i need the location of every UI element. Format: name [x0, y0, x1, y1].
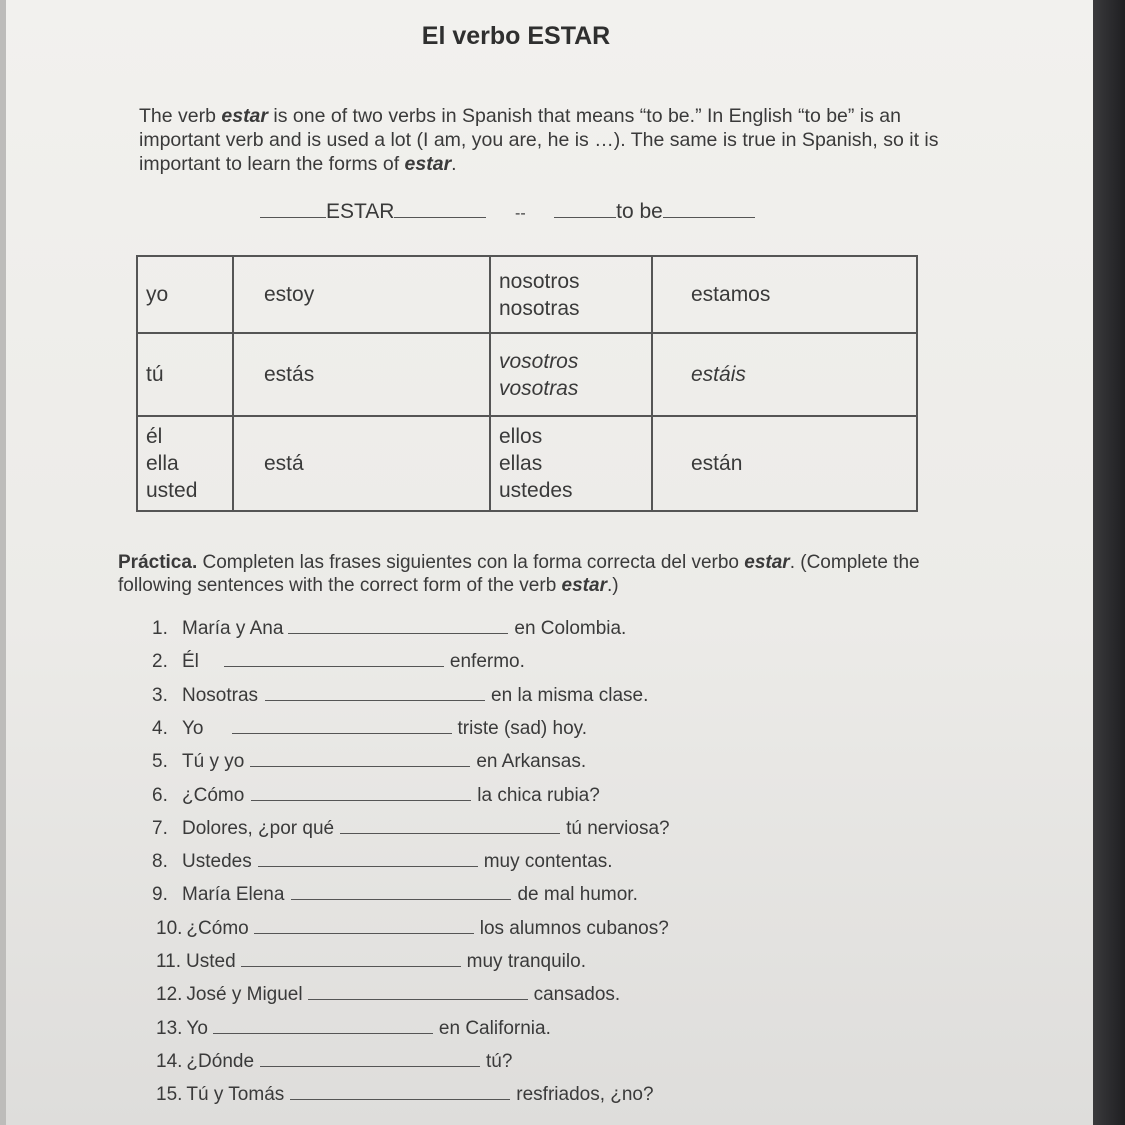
- exercise-ending: resfriados, ¿no?: [516, 1084, 654, 1106]
- singular-form-cell: [233, 256, 490, 333]
- practice-text-3: .): [606, 575, 619, 596]
- exercise-ending: en la misma clase.: [491, 684, 649, 706]
- exercise-item: [152, 751, 586, 773]
- header-separator: --: [514, 205, 526, 222]
- exercise-prompt: Dolores, ¿por qué: [182, 817, 335, 839]
- exercise-prompt: Nosotras: [182, 684, 259, 706]
- exercise-prompt: ¿Cómo: [182, 784, 245, 806]
- intro-text-1: The verb: [139, 105, 222, 127]
- exercise-number: 12.: [156, 984, 183, 1006]
- screen-bezel-right: [1093, 0, 1125, 1125]
- cell-text: están: [691, 452, 743, 475]
- plural-form-cell: [652, 416, 917, 511]
- cell-text: vosotras: [499, 376, 579, 400]
- singular-pronoun-cell: [137, 256, 233, 333]
- exercise-prompt: Él: [182, 651, 199, 673]
- header-blank: [663, 216, 755, 218]
- exercise-number: 13.: [156, 1017, 183, 1039]
- exercise-ending: de mal humor.: [517, 884, 638, 906]
- exercise-item: [152, 884, 638, 906]
- cell-text: estáis: [691, 363, 746, 386]
- exercise-number: 6.: [152, 784, 168, 806]
- plural-form-cell: [652, 333, 917, 416]
- practice-verb-2: estar: [561, 575, 607, 596]
- worksheet-page: [6, 0, 1093, 1125]
- intro-verb-2: estar: [404, 153, 452, 175]
- header-blank: [260, 216, 326, 218]
- cell-text: estás: [264, 363, 315, 386]
- singular-form-cell: [233, 416, 490, 511]
- exercise-item: [152, 718, 587, 740]
- exercise-ending: en Colombia.: [514, 618, 627, 639]
- exercise-number: 4.: [152, 717, 168, 739]
- exercise-prompt: ¿Dónde: [186, 1050, 255, 1072]
- practice-text-1: Completen las frases siguientes con la forma correcta del verbo: [197, 552, 745, 573]
- cell-text: vosotros: [499, 349, 579, 373]
- exercise-prompt: Tú y yo: [182, 751, 245, 773]
- exercise-number: 14.: [156, 1050, 183, 1072]
- cell-text: ellos: [499, 425, 543, 448]
- intro-text-3: .: [451, 153, 457, 175]
- answer-blank[interactable]: [241, 965, 461, 967]
- exercise-item: [156, 951, 586, 973]
- exercise-number: 15.: [156, 1084, 183, 1106]
- exercise-number: 3.: [152, 684, 168, 706]
- exercise-ending: muy contentas.: [483, 851, 613, 873]
- exercise-number: 1.: [152, 618, 168, 639]
- cell-text: ellas: [499, 452, 543, 475]
- exercise-item: [152, 651, 525, 673]
- exercise-item: [156, 984, 620, 1006]
- answer-blank[interactable]: [232, 732, 452, 734]
- answer-blank[interactable]: [260, 1065, 480, 1067]
- answer-blank[interactable]: [213, 1032, 433, 1034]
- practice-label: Práctica.: [118, 552, 198, 573]
- header-infinitive: ESTAR: [326, 200, 395, 223]
- answer-blank[interactable]: [308, 998, 528, 1000]
- answer-blank[interactable]: [290, 1098, 510, 1100]
- exercise-ending: en Arkansas.: [476, 751, 587, 773]
- answer-blank[interactable]: [251, 799, 471, 801]
- answer-blank[interactable]: [288, 632, 508, 634]
- exercise-ending: los alumnos cubanos?: [479, 917, 669, 939]
- exercise-ending: la chica rubia?: [477, 784, 600, 806]
- header-blank: [554, 216, 616, 218]
- conjugation-row: [137, 416, 917, 511]
- singular-form-cell: [233, 333, 490, 416]
- exercise-item: [156, 918, 669, 940]
- exercise-prompt: Yo: [182, 717, 204, 739]
- exercise-prompt: María y Ana: [182, 618, 284, 639]
- exercise-ending: tú?: [486, 1050, 513, 1072]
- exercise-item: [152, 785, 600, 807]
- cell-text: ustedes: [499, 479, 573, 502]
- cell-text: nosotras: [499, 296, 580, 320]
- cell-text: está: [264, 452, 304, 475]
- intro-paragraph: [139, 104, 969, 176]
- cell-text: él: [146, 425, 163, 448]
- exercise-ending: enfermo.: [449, 651, 525, 673]
- conjugation-table: [136, 255, 918, 512]
- answer-blank[interactable]: [254, 932, 474, 934]
- practice-text-2: . (Complete the following sentences with the correct form of the verb: [118, 552, 920, 596]
- conjugation-row: [137, 333, 917, 416]
- exercise-item: [152, 818, 670, 840]
- exercise-number: 10.: [156, 917, 183, 939]
- intro-verb-1: estar: [221, 105, 268, 127]
- answer-blank[interactable]: [340, 832, 560, 834]
- exercise-ending: tú nerviosa?: [566, 817, 670, 839]
- cell-text: estamos: [691, 283, 771, 306]
- exercise-prompt: Ustedes: [182, 851, 252, 873]
- conjugation-row: [137, 256, 917, 333]
- page-title: El verbo ESTAR: [421, 22, 611, 50]
- practice-instructions: [118, 551, 958, 597]
- practice-verb-1: estar: [744, 552, 790, 573]
- exercise-item: [156, 1018, 551, 1040]
- exercise-number: 11.: [156, 951, 182, 972]
- singular-pronoun-cell: [137, 416, 233, 511]
- answer-blank[interactable]: [250, 765, 470, 767]
- exercise-prompt: ¿Cómo: [186, 917, 249, 939]
- cell-text: ella: [146, 452, 179, 475]
- plural-pronoun-cell: [490, 416, 652, 511]
- answer-blank[interactable]: [265, 699, 485, 701]
- exercise-ending: muy tranquilo.: [466, 951, 586, 972]
- exercise-number: 2.: [152, 651, 168, 673]
- cell-text: yo: [146, 283, 169, 306]
- exercise-prompt: José y Miguel: [186, 984, 303, 1006]
- plural-form-cell: [652, 256, 917, 333]
- answer-blank[interactable]: [224, 665, 444, 667]
- exercise-ending: cansados.: [533, 984, 621, 1006]
- exercise-item: [156, 1084, 654, 1106]
- exercise-item: [156, 1051, 512, 1073]
- header-blank: [394, 216, 486, 218]
- plural-pronoun-cell: [490, 333, 652, 416]
- singular-pronoun-cell: [137, 333, 233, 416]
- exercise-item: [152, 618, 626, 640]
- exercise-item: [152, 685, 648, 707]
- exercise-prompt: Yo: [186, 1017, 208, 1039]
- exercise-prompt: Tú y Tomás: [186, 1084, 285, 1106]
- intro-text-2: is one of two verbs in Spanish that means “to be.” In English “to be” is an important verb and is used a lot (I am, you are, he is …). The same is true in Spanish, so it is important to learn the forms of: [139, 105, 939, 175]
- exercise-number: 5.: [152, 751, 168, 773]
- answer-blank[interactable]: [258, 865, 478, 867]
- answer-blank[interactable]: [291, 898, 511, 900]
- exercise-ending: en California.: [438, 1017, 551, 1039]
- exercise-item: [152, 851, 613, 873]
- plural-pronoun-cell: [490, 256, 652, 333]
- exercise-number: 9.: [152, 884, 168, 906]
- verb-header-line: [260, 200, 755, 224]
- exercise-prompt: María Elena: [182, 884, 285, 906]
- header-meaning: to be: [616, 200, 663, 223]
- cell-text: usted: [146, 479, 198, 502]
- cell-text: nosotros: [499, 269, 580, 293]
- exercise-number: 7.: [152, 817, 168, 839]
- exercise-number: 8.: [152, 851, 168, 873]
- cell-text: estoy: [264, 283, 315, 306]
- exercise-ending: triste (sad) hoy.: [457, 717, 588, 739]
- cell-text: tú: [146, 363, 164, 386]
- exercise-prompt: Usted: [186, 951, 236, 972]
